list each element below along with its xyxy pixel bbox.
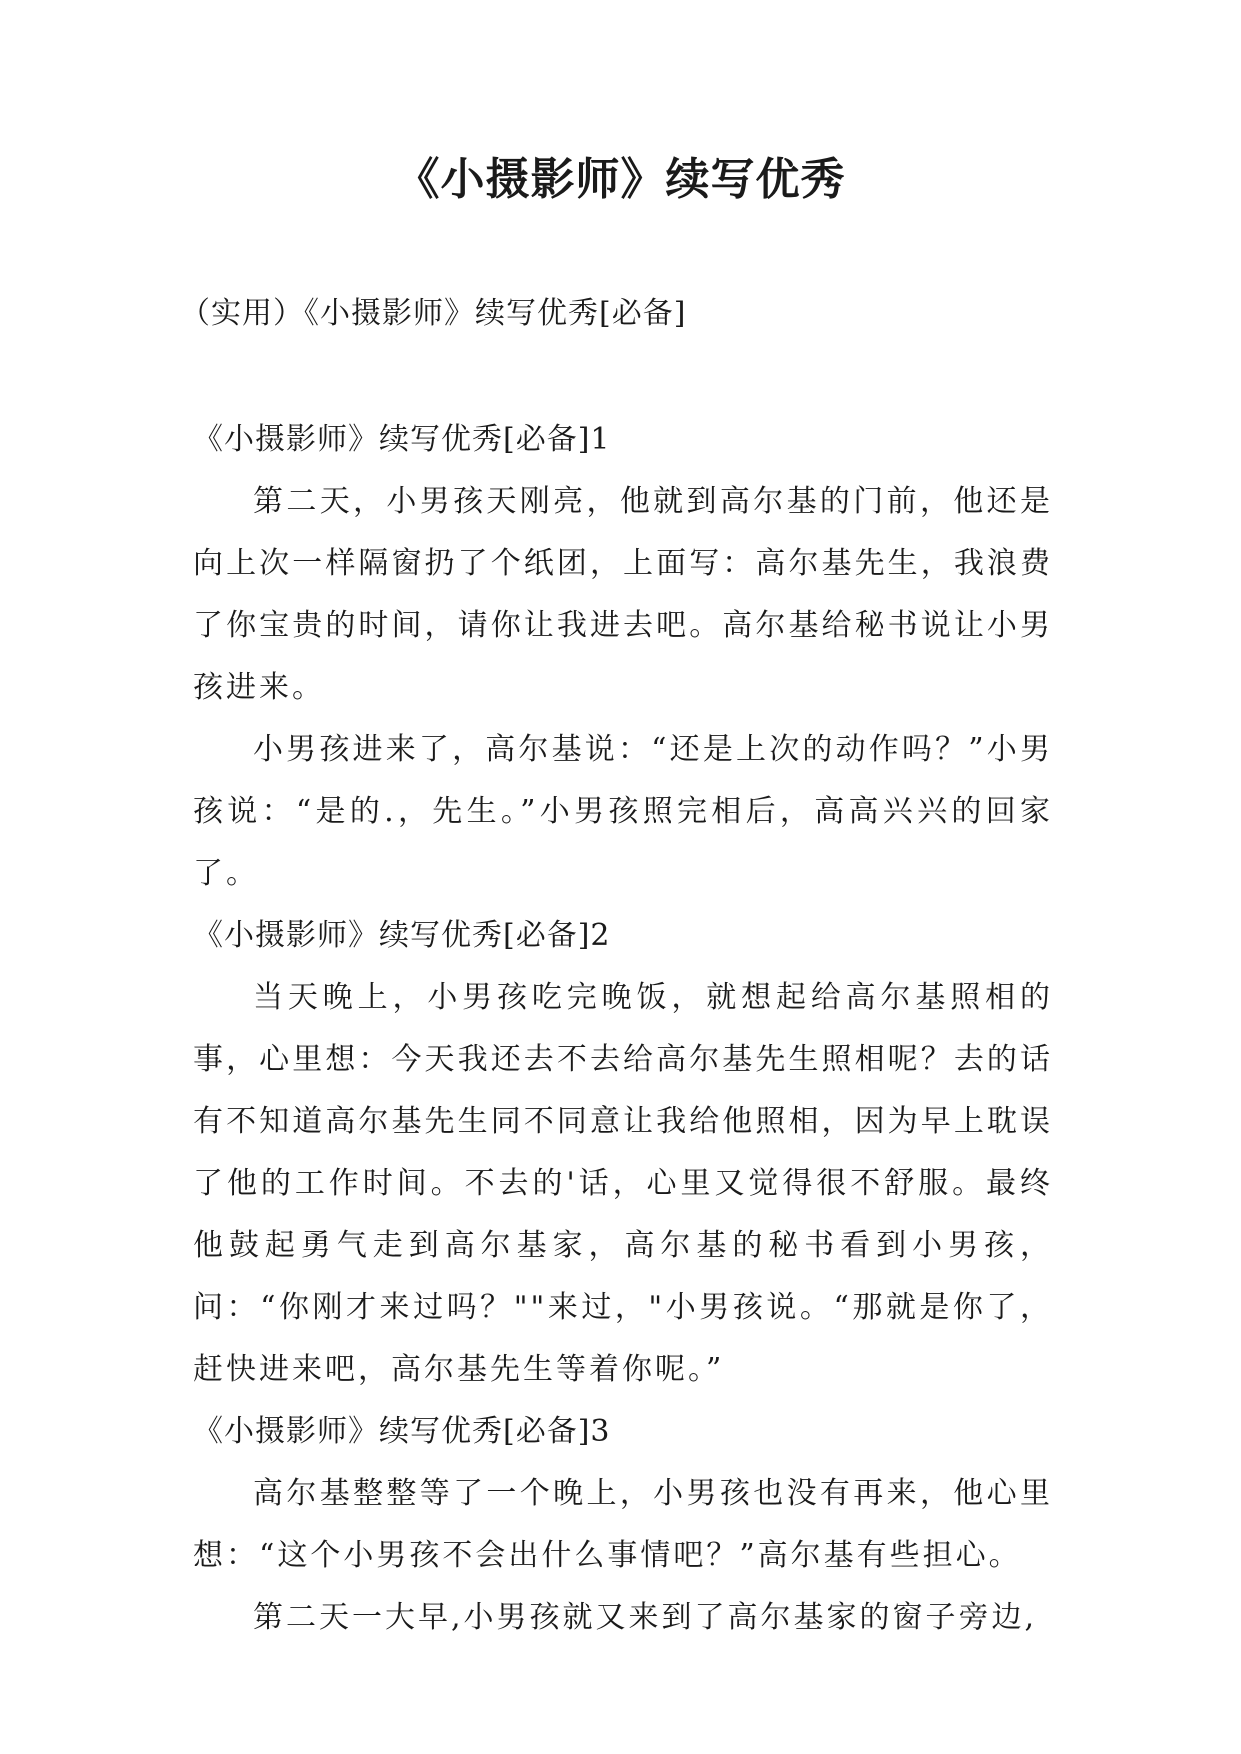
document-subtitle: （实用）《小摄影师》续写优秀[必备] [180, 296, 687, 331]
paragraph: 高尔基整整等了一个晚上，小男孩也没有再来，他心里想：“这个小男孩不会出什么事情吧？”高尔基有些担心。 [193, 1476, 1053, 1573]
document-title: 《小摄影师》续写优秀 [395, 154, 846, 205]
paragraph: 当天晚上，小男孩吃完晚饭，就想起给高尔基照相的事，心里想：今天我还去不去给高尔基先生照相呢？去的话有不知道高尔基先生同不同意让我给他照相，因为早上耽误了他的工作时间。不去的'话，心里又觉得很不舒服。最终他鼓起勇气走到高尔基家，高尔基的秘书看到小男孩，问：“你刚才来过吗？""来过，"小男孩说。“那就是你了，赶快进来吧，高尔基先生等着你呢。” [193, 980, 1053, 1387]
paragraph: 第二天一大早,小男孩就又来到了高尔基家的窗子旁边, [253, 1600, 1038, 1635]
section-heading-3: 《小摄影师》续写优秀[必备]3 [193, 1414, 611, 1449]
document-body [193, 409, 1053, 1649]
paragraph: 第二天，小男孩天刚亮，他就到高尔基的门前，他还是向上次一样隔窗扔了个纸团，上面写：高尔基先生，我浪费了你宝贵的时间，请你让我进去吧。高尔基给秘书说让小男孩进来。 [193, 484, 1053, 705]
section-heading-2: 《小摄影师》续写优秀[必备]2 [193, 918, 611, 953]
paragraph: 小男孩进来了，高尔基说：“还是上次的动作吗？”小男孩说：“是的.，先生。”小男孩照完相后，高高兴兴的回家了。 [193, 732, 1053, 891]
section-heading-1: 《小摄影师》续写优秀[必备]1 [193, 422, 611, 457]
